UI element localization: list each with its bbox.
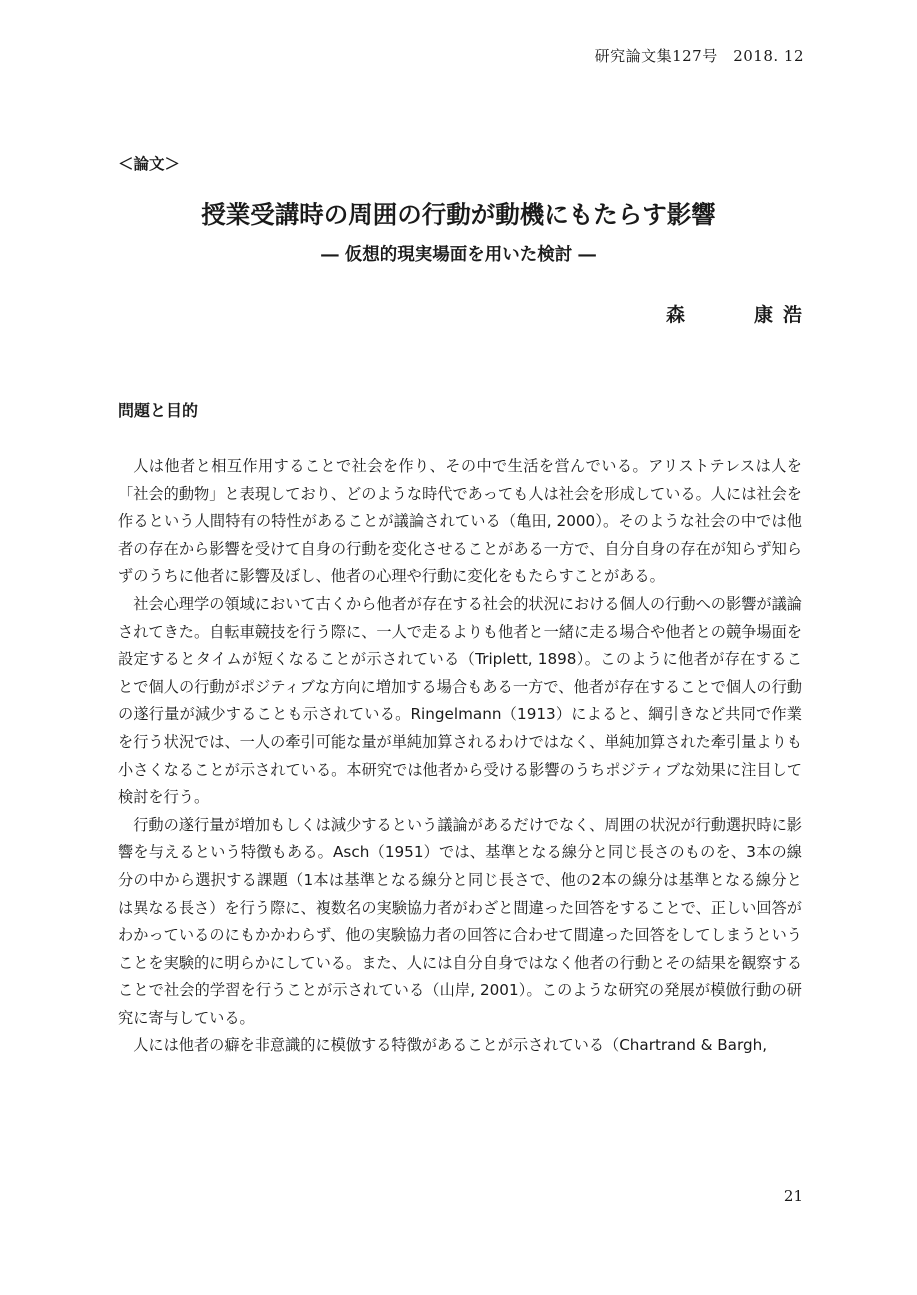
page-number: 21 (783, 1187, 803, 1205)
journal-info: 研究論文集127号 2018. 12 (594, 47, 804, 65)
section-heading: 問題と目的 (118, 401, 199, 420)
paragraph: 行動の遂行量が増加もしくは減少するという議論があるだけでなく、周囲の状況が行動選択時に影響を与えるという特徴もある。Asch（1951）では、基準となる線分と同じ長さのものを、3本の線分の中から選択する課題（1本は基準となる線分と同じ長さで、他の2本の線分は基準となる線分とは異なる長さ）を行う際に、複数名の実験協力者がわざと間違った回答をすることで、正しい回答がわかっているのにもかかわらず、他の実験協力者の回答に合わせて間違った回答をしてしまうということを実験的に明らかにしている。また、人には自分自身ではなく他者の行動とその結果を観察することで社会的学習を行うことが示されている（山岸, 2001）。このような研究の発展が模倣行動の研究に寄与している。 (118, 815, 802, 1027)
paper-title: 授業受講時の周囲の行動が動機にもたらす影響 (201, 200, 716, 229)
section-tag: ＜論文＞ (118, 154, 181, 173)
paragraph: 人には他者の癖を非意識的に模倣する特徴があることが示されている（Chartrand & Bargh, (133, 1036, 768, 1055)
body-text (118, 453, 802, 1060)
author-family-name: 森 (666, 304, 686, 326)
paragraph: 社会心理学の領域において古くから他者が存在する社会的状況における個人の行動への影響が議論されてきた。自転車競技を行う際に、一人で走るよりも他者と一緒に走る場合や他者との競争場面を設定するとタイムが短くなることが示されている（Triplett, 1898）。このように他者が存在することで個人の行動がポジティブな方向に増加する場合もある一方で、他者が存在することで個人の行動の遂行量が減少することも示されている。Ringelmann（1913）によると、綱引きなど共同で作業を行う状況では、一人の牽引可能な量が単純加算されるわけではなく、単純加算された牽引量よりも小さくなることが示されている。本研究では他者から受ける影響のうちポジティブな効果に注目して検討を行う。 (118, 594, 802, 807)
paper-subtitle: ― 仮想的現実場面を用いた検討 ― (321, 245, 596, 265)
paragraph: 人は他者と相互作用することで社会を作り、その中で生活を営んでいる。アリストテレスは人を「社会的動物」と表現しており、どのような時代であっても人は社会を形成している。人には社会を作るという人間特有の特性があることが議論されている（亀田, 2000）。そのような社会の中では他者の存在から影響を受けて自身の行動を変化させることがある一方で、自分自身の存在が知らず知らずのうちに他者に影響及ぼし、他者の心理や行動に変化をもたらすことがある。 (118, 457, 802, 586)
author-given-name: 康浩 (753, 304, 812, 326)
author-name (666, 300, 812, 327)
